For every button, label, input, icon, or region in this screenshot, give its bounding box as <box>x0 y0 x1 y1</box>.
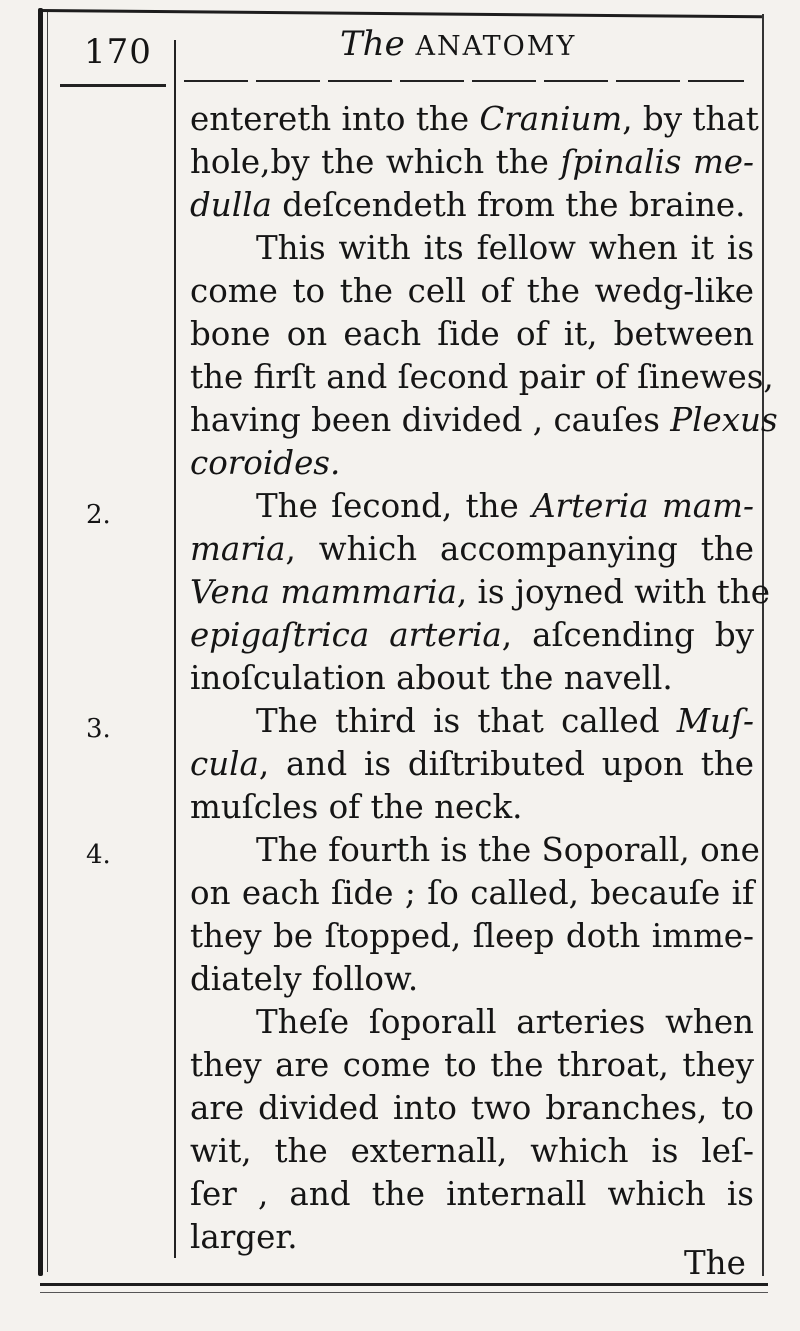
text-segment: muſcles of the neck. <box>190 788 523 826</box>
text-line <box>190 657 754 700</box>
text-line <box>190 958 754 1001</box>
margin-number-2: 2. <box>86 500 111 530</box>
text-line <box>190 1130 754 1173</box>
text-line <box>190 399 778 442</box>
frame-top-rule <box>40 9 762 18</box>
text-segment: they be ſtopped, ſleep doth imme- <box>190 917 754 955</box>
text-segment: entereth into the <box>190 100 480 138</box>
text-line <box>190 1087 754 1130</box>
frame-left-inner-rule <box>47 12 48 1272</box>
text-line <box>190 313 754 356</box>
text-line <box>190 1001 754 1044</box>
italic-text: Plexus <box>670 401 778 439</box>
text-line <box>190 442 754 485</box>
page-number: 170 <box>84 32 152 72</box>
text-segment: , is joyned with the <box>456 573 771 611</box>
text-line <box>190 98 759 141</box>
text-segment: come to the cell of the wedg-like <box>190 272 754 310</box>
text-line <box>190 141 754 184</box>
text-line <box>190 1216 754 1259</box>
text-segment: wit, the externall, which is leſ- <box>190 1132 754 1170</box>
italic-text: ſpinalis me- <box>560 143 754 181</box>
text-line <box>190 184 754 227</box>
text-line <box>190 485 754 528</box>
text-segment: bone on each ſide of it, between <box>190 315 754 353</box>
text-segment: The ſecond, the <box>256 487 533 525</box>
italic-text: coroides. <box>190 444 341 482</box>
text-line <box>190 227 754 270</box>
text-line <box>190 528 754 571</box>
text-line <box>190 915 754 958</box>
text-line <box>190 829 760 872</box>
text-segment: , and is diſtributed upon the <box>258 745 754 783</box>
text-segment: having been divided , cauſes <box>190 401 671 439</box>
text-segment: The third is that called <box>256 702 677 740</box>
text-line <box>190 1173 754 1216</box>
text-segment: Theſe ſoporall arteries when <box>256 1003 754 1041</box>
text-segment: ſer , and the internall which is <box>190 1175 754 1213</box>
italic-text: dulla <box>190 186 272 224</box>
italic-text: Cranium <box>479 100 623 138</box>
text-line <box>190 743 754 786</box>
header-rule-right <box>184 80 744 82</box>
text-line <box>190 786 754 829</box>
running-head-article: The <box>340 24 405 64</box>
text-line <box>190 614 754 657</box>
italic-text: Muſ- <box>676 702 754 740</box>
margin-gutter-rule <box>174 40 176 1258</box>
frame-right-rule <box>762 14 764 1276</box>
italic-text: Arteria mam- <box>532 487 754 525</box>
text-line <box>190 1044 754 1087</box>
text-line <box>190 270 754 313</box>
text-segment: larger. <box>190 1218 298 1256</box>
text-segment: are divided into two branches, to <box>190 1089 754 1127</box>
text-segment: diately follow. <box>190 960 419 998</box>
text-segment: , aſcending by <box>501 616 754 654</box>
italic-text: maria <box>190 530 286 568</box>
text-segment: , which accompanying the <box>285 530 754 568</box>
catchword: The <box>684 1244 746 1282</box>
body-text <box>190 98 778 1259</box>
text-segment: inoſculation about the navell. <box>190 659 673 697</box>
running-head-title: ANATOMY <box>415 31 577 62</box>
frame-left-rule <box>38 8 43 1276</box>
text-line <box>190 571 771 614</box>
text-segment: on each ſide ; ſo called, becauſe if <box>190 874 754 912</box>
text-segment: hole,by the which the <box>190 143 561 181</box>
text-segment: The fourth is the Soporall, one <box>256 831 760 869</box>
text-segment: deſcendeth from the braine. <box>271 186 746 224</box>
italic-text: epigaſtrica arteria <box>190 616 502 654</box>
frame-bottom-rule <box>40 1283 768 1286</box>
text-segment: , by that <box>622 100 759 138</box>
text-line <box>190 356 774 399</box>
running-head <box>340 24 576 64</box>
frame-bottom-inner-rule <box>40 1292 768 1293</box>
header-rule-left <box>60 84 166 87</box>
text-segment: This with its fellow when it is <box>256 229 754 267</box>
text-segment: they are come to the throat, they <box>190 1046 754 1084</box>
text-segment: the firſt and ſecond pair of ſinewes, <box>190 358 774 396</box>
text-line <box>190 872 754 915</box>
italic-text: cula <box>190 745 259 783</box>
italic-text: Vena mammaria <box>190 573 457 611</box>
margin-number-4: 4. <box>86 840 111 870</box>
margin-number-3: 3. <box>86 714 111 744</box>
text-line <box>190 700 754 743</box>
